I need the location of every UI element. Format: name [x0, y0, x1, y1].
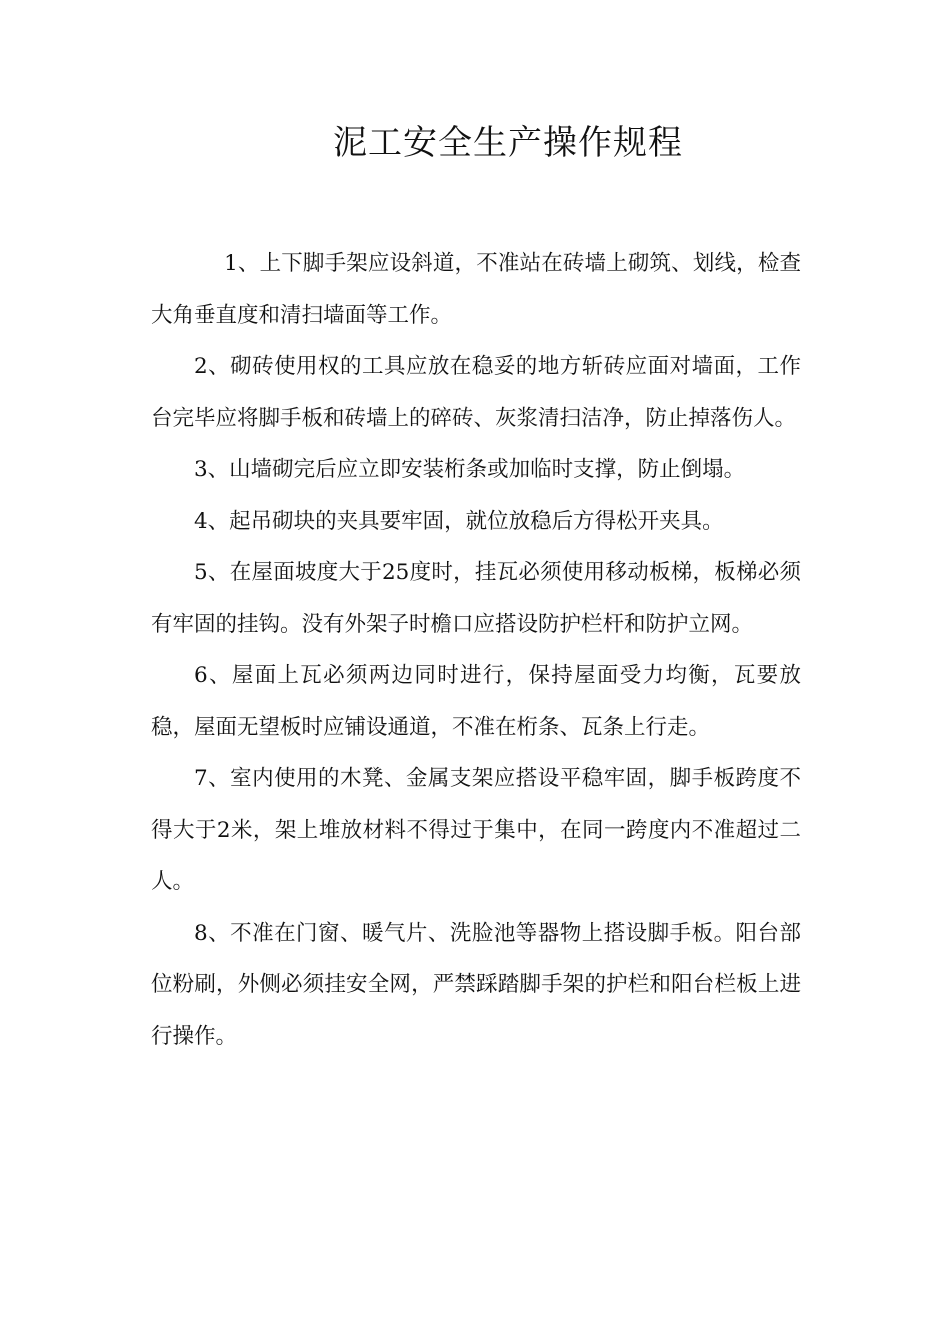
- rule-paragraph-6: 6、屋面上瓦必须两边同时进行，保持屋面受力均衡，瓦要放稳，屋面无望板时应铺设通道，不准在桁条、瓦条上行走。: [151, 663, 801, 740]
- document-body: [151, 238, 801, 1062]
- rule-paragraph-7: 7、室内使用的木凳、金属支架应搭设平稳牢固，脚手板跨度不得大于2米，架上堆放材料不得过于集中，在同一跨度内不准超过二人。: [151, 766, 801, 894]
- rule-paragraph-3: 3、山墙砌完后应立即安装桁条或加临时支撑，防止倒塌。: [194, 457, 746, 482]
- rule-paragraph-2: 2、砌砖使用权的工具应放在稳妥的地方斩砖应面对墙面，工作台完毕应将脚手板和砖墙上的碎砖、灰浆清扫洁净，防止掉落伤人。: [151, 354, 801, 431]
- document-title: 泥工安全生产操作规程: [333, 123, 683, 163]
- rule-paragraph-1: 1、上下脚手架应设斜道，不准站在砖墙上砌筑、划线，检查大角垂直度和清扫墙面等工作。: [151, 251, 801, 328]
- rule-paragraph-5: 5、在屋面坡度大于25度时，挂瓦必须使用移动板梯，板梯必须有牢固的挂钩。没有外架子时檐口应搭设防护栏杆和防护立网。: [151, 560, 801, 637]
- rule-paragraph-4: 4、起吊砌块的夹具要牢固，就位放稳后方得松开夹具。: [194, 508, 724, 534]
- rule-paragraph-8: 8、不准在门窗、暖气片、洗脸池等器物上搭设脚手板。阳台部位粉刷，外侧必须挂安全网，严禁踩踏脚手架的护栏和阳台栏板上进行操作。: [151, 920, 801, 1049]
